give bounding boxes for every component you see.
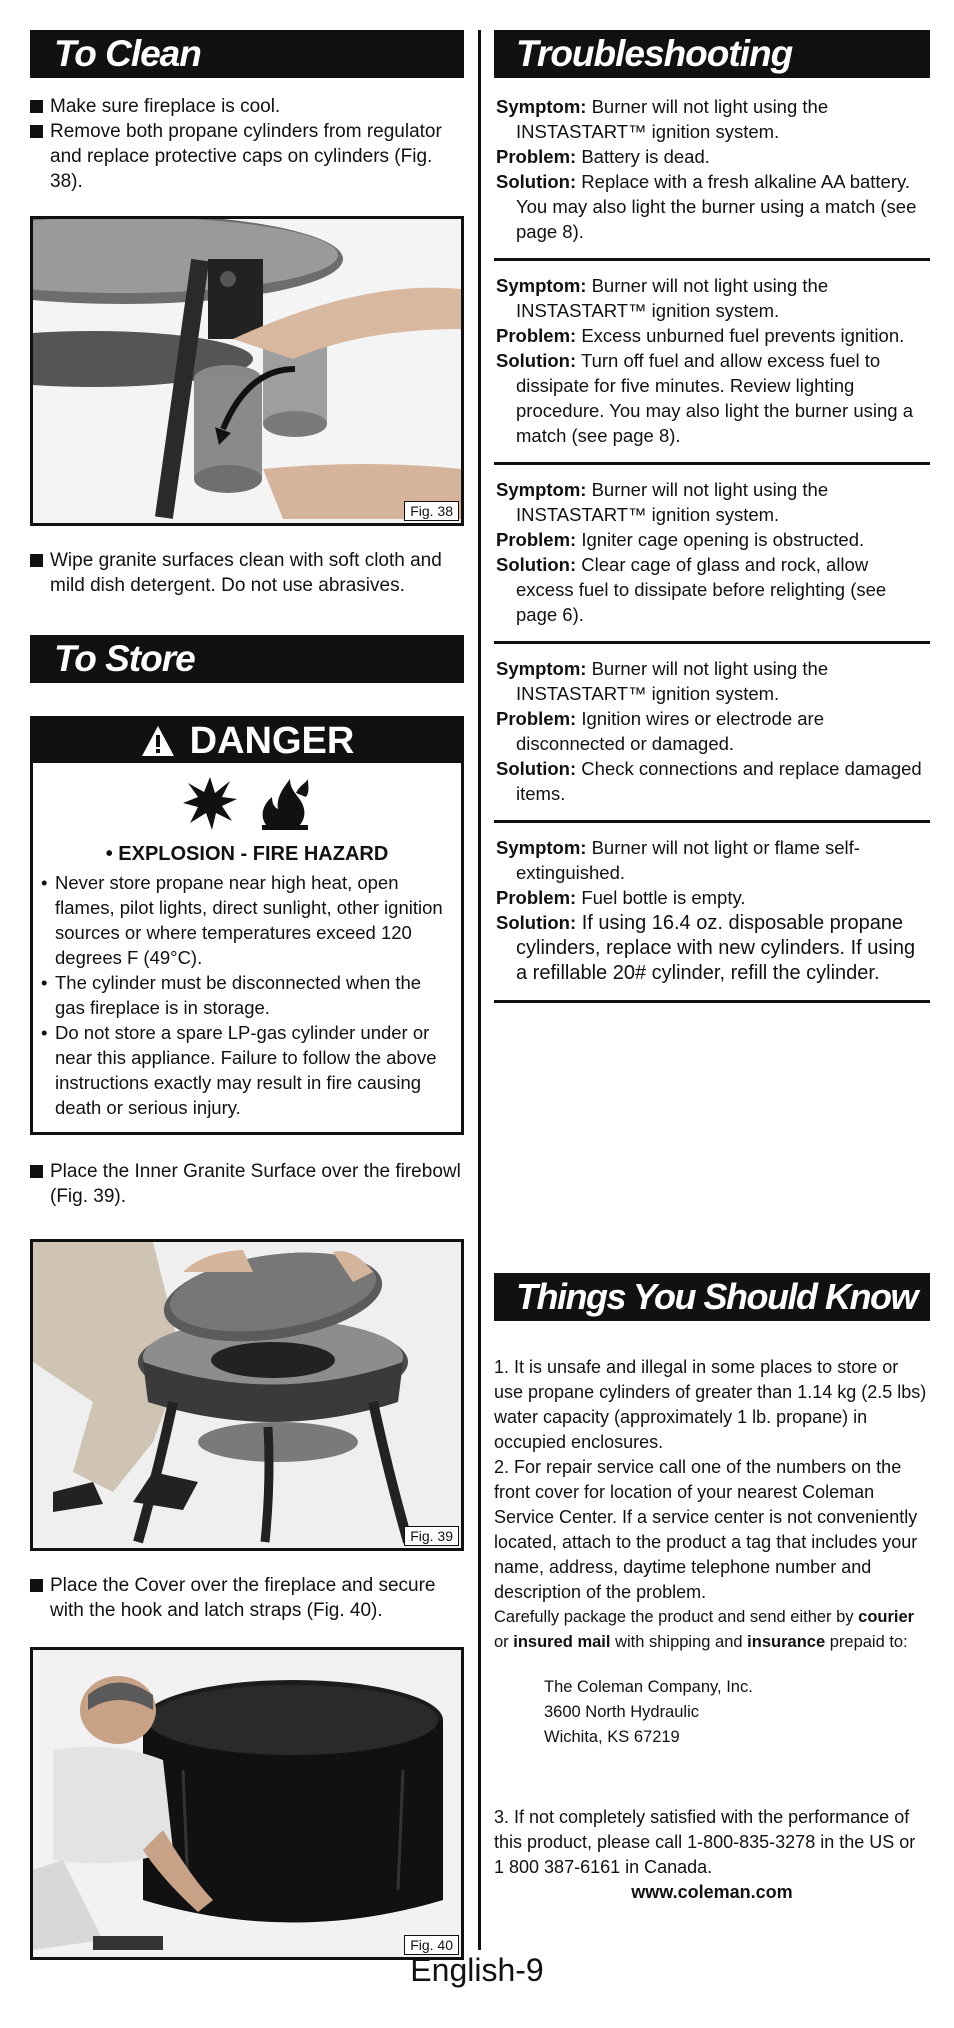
solution-row xyxy=(496,169,930,244)
danger-box xyxy=(30,716,464,1135)
problem-text: Fuel bottle is empty. xyxy=(581,887,746,908)
symptom-text: Burner will not light using the INSTASTART™ ignition system. xyxy=(516,658,829,704)
clean-steps xyxy=(30,94,464,194)
explosion-icon xyxy=(182,775,238,831)
figure-39 xyxy=(30,1239,464,1551)
figure-38-label: Fig. 38 xyxy=(404,501,459,521)
problem-label: Problem: xyxy=(496,146,577,167)
store-step-2 xyxy=(30,1573,464,1623)
danger-item: • Never store propane near high heat, open flames, pilot lights, direct sunlight, other ignition sources or where temperatures exceed 120 degrees F (49°C). xyxy=(41,870,455,970)
warning-triangle-icon xyxy=(140,724,176,758)
danger-item: • Do not store a spare LP-gas cylinder under or near this appliance. Failure to follow the above instructions exactly may result in fire causing death or serious injury. xyxy=(41,1020,455,1120)
solution-row xyxy=(496,552,930,627)
solution-label: Solution: xyxy=(496,912,577,933)
problem-text: Excess unburned fuel prevents ignition. xyxy=(581,325,905,346)
clean-step: Wipe granite surfaces clean with soft cloth and mild dish detergent. Do not use abrasives. xyxy=(30,548,464,598)
problem-label: Problem: xyxy=(496,325,577,346)
shipping-courier: courier xyxy=(858,1608,915,1626)
troubleshooting-entry xyxy=(494,261,930,465)
symptom-label: Symptom: xyxy=(496,96,587,117)
things-you-should-know-heading: Things You Should Know xyxy=(494,1273,930,1321)
know-paragraph-1: 1. It is unsafe and illegal in some places to store or use propane cylinders of greater than 1.14 kg (2.5 lbs) water capacity (approximately 1 lb. propane) in occupied enclosures. xyxy=(494,1357,927,1452)
solution-text: If using 16.4 oz. disposable propane cylinders, replace with new cylinders. If using a refillable 20# cylinder, refill the cylinder. xyxy=(516,912,916,984)
shipping-or: or xyxy=(494,1633,509,1651)
problem-row xyxy=(496,706,930,756)
shipping-insurance: insurance xyxy=(747,1633,826,1651)
shipping-insured-mail: insured mail xyxy=(513,1633,611,1651)
solution-row xyxy=(496,348,930,448)
granite-surface-illustration xyxy=(33,1242,461,1548)
solution-text: Turn off fuel and allow excess fuel to dissipate for five minutes. Review lighting procedure. You may also light the burner using a match (see page 8). xyxy=(516,350,913,446)
danger-list xyxy=(33,870,461,1120)
solution-text: Clear cage of glass and rock, allow excess fuel to dissipate before relighting (see page 6). xyxy=(516,554,887,625)
store-step-1 xyxy=(30,1159,464,1209)
address-line: 3600 North Hydraulic xyxy=(544,1703,699,1721)
to-store-heading: To Store xyxy=(30,635,464,683)
hazard-title: • EXPLOSION - FIRE HAZARD xyxy=(105,843,389,865)
symptom-label: Symptom: xyxy=(496,837,587,858)
problem-text: Battery is dead. xyxy=(581,146,710,167)
problem-row xyxy=(496,323,930,348)
fireplace-cover-illustration xyxy=(33,1650,461,1957)
symptom-label: Symptom: xyxy=(496,275,587,296)
problem-label: Problem: xyxy=(496,529,577,550)
shipping-prepaid: prepaid to: xyxy=(829,1633,908,1651)
symptom-text: Burner will not light using the INSTASTART™ ignition system. xyxy=(516,96,829,142)
problem-row xyxy=(496,144,930,169)
column-divider xyxy=(478,30,481,1950)
right-column xyxy=(494,30,930,1902)
know-paragraph-3: 3. If not completely satisfied with the performance of this product, please call 1-800-835-3278 in the US or 1 800 387-6161 in Canada. xyxy=(494,1807,916,1877)
problem-row xyxy=(496,527,930,552)
figure-39-label: Fig. 39 xyxy=(404,1526,459,1546)
problem-text: Ignition wires or electrode are disconnected or damaged. xyxy=(516,708,825,754)
page-footer: English-9 xyxy=(410,1952,544,1988)
danger-label: DANGER xyxy=(189,719,355,762)
to-clean-heading: To Clean xyxy=(30,30,464,78)
symptom-text: Burner will not light using the INSTASTART™ ignition system. xyxy=(516,275,829,321)
solution-label: Solution: xyxy=(496,554,577,575)
troubleshooting-entry xyxy=(494,78,930,261)
know-shipping-note xyxy=(494,1605,930,1655)
figure-38 xyxy=(30,216,464,526)
danger-item: • The cylinder must be disconnected when the gas fireplace is in storage. xyxy=(41,970,455,1020)
problem-text: Igniter cage opening is obstructed. xyxy=(581,529,865,550)
problem-label: Problem: xyxy=(496,708,577,729)
danger-header xyxy=(33,719,461,763)
flame-icon xyxy=(256,775,312,831)
left-column xyxy=(30,30,464,1960)
symptom-text: Burner will not light using the INSTASTART™ ignition system. xyxy=(516,479,829,525)
figure-40 xyxy=(30,1647,464,1960)
clean-after-steps xyxy=(30,548,464,598)
clean-step: Make sure fireplace is cool. xyxy=(30,94,464,119)
troubleshooting-list xyxy=(494,78,930,1003)
store-step: Place the Inner Granite Surface over the firebowl (Fig. 39). xyxy=(30,1159,464,1209)
symptom-label: Symptom: xyxy=(496,658,587,679)
solution-row xyxy=(496,756,930,806)
cylinder-removal-illustration xyxy=(33,219,461,523)
problem-row xyxy=(496,885,930,910)
troubleshooting-entry xyxy=(494,823,930,1003)
symptom-text: Burner will not light or flame self-extinguished. xyxy=(516,837,860,883)
solution-text: Check connections and replace damaged items. xyxy=(516,758,922,804)
problem-label: Problem: xyxy=(496,887,577,908)
things-you-should-know-body xyxy=(494,1355,930,1905)
symptom-label: Symptom: xyxy=(496,479,587,500)
symptom-row xyxy=(496,273,930,323)
troubleshooting-heading: Troubleshooting xyxy=(494,30,930,78)
symptom-row xyxy=(496,656,930,706)
solution-label: Solution: xyxy=(496,758,577,779)
solution-label: Solution: xyxy=(496,350,577,371)
shipping-with: with shipping and xyxy=(615,1633,743,1651)
clean-step: Remove both propane cylinders from regulator and replace protective caps on cylinders (Fig. 38). xyxy=(30,119,464,194)
figure-40-label: Fig. 40 xyxy=(404,1935,459,1955)
solution-label: Solution: xyxy=(496,171,577,192)
mailing-address xyxy=(494,1675,930,1750)
solution-text: Replace with a fresh alkaline AA battery. You may also light the burner using a match (see page 8). xyxy=(516,171,917,242)
store-step: Place the Cover over the fireplace and secure with the hook and latch straps (Fig. 40). xyxy=(30,1573,464,1623)
know-paragraph-2: 2. For repair service call one of the numbers on the front cover for location of your nearest Coleman Service Center. If a service center is not conveniently located, attach to the product a tag that includes your name, address, daytime telephone number and description of the problem. xyxy=(494,1457,918,1602)
solution-row xyxy=(496,910,930,986)
address-line: Wichita, KS 67219 xyxy=(544,1728,680,1746)
troubleshooting-entry xyxy=(494,644,930,823)
website-link[interactable]: www.coleman.com xyxy=(631,1882,793,1902)
address-line: The Coleman Company, Inc. xyxy=(544,1678,753,1696)
symptom-row xyxy=(496,94,930,144)
hazard-icons xyxy=(33,763,461,843)
troubleshooting-entry xyxy=(494,465,930,644)
shipping-text: Carefully package the product and send either by xyxy=(494,1608,854,1626)
symptom-row xyxy=(496,835,930,885)
symptom-row xyxy=(496,477,930,527)
